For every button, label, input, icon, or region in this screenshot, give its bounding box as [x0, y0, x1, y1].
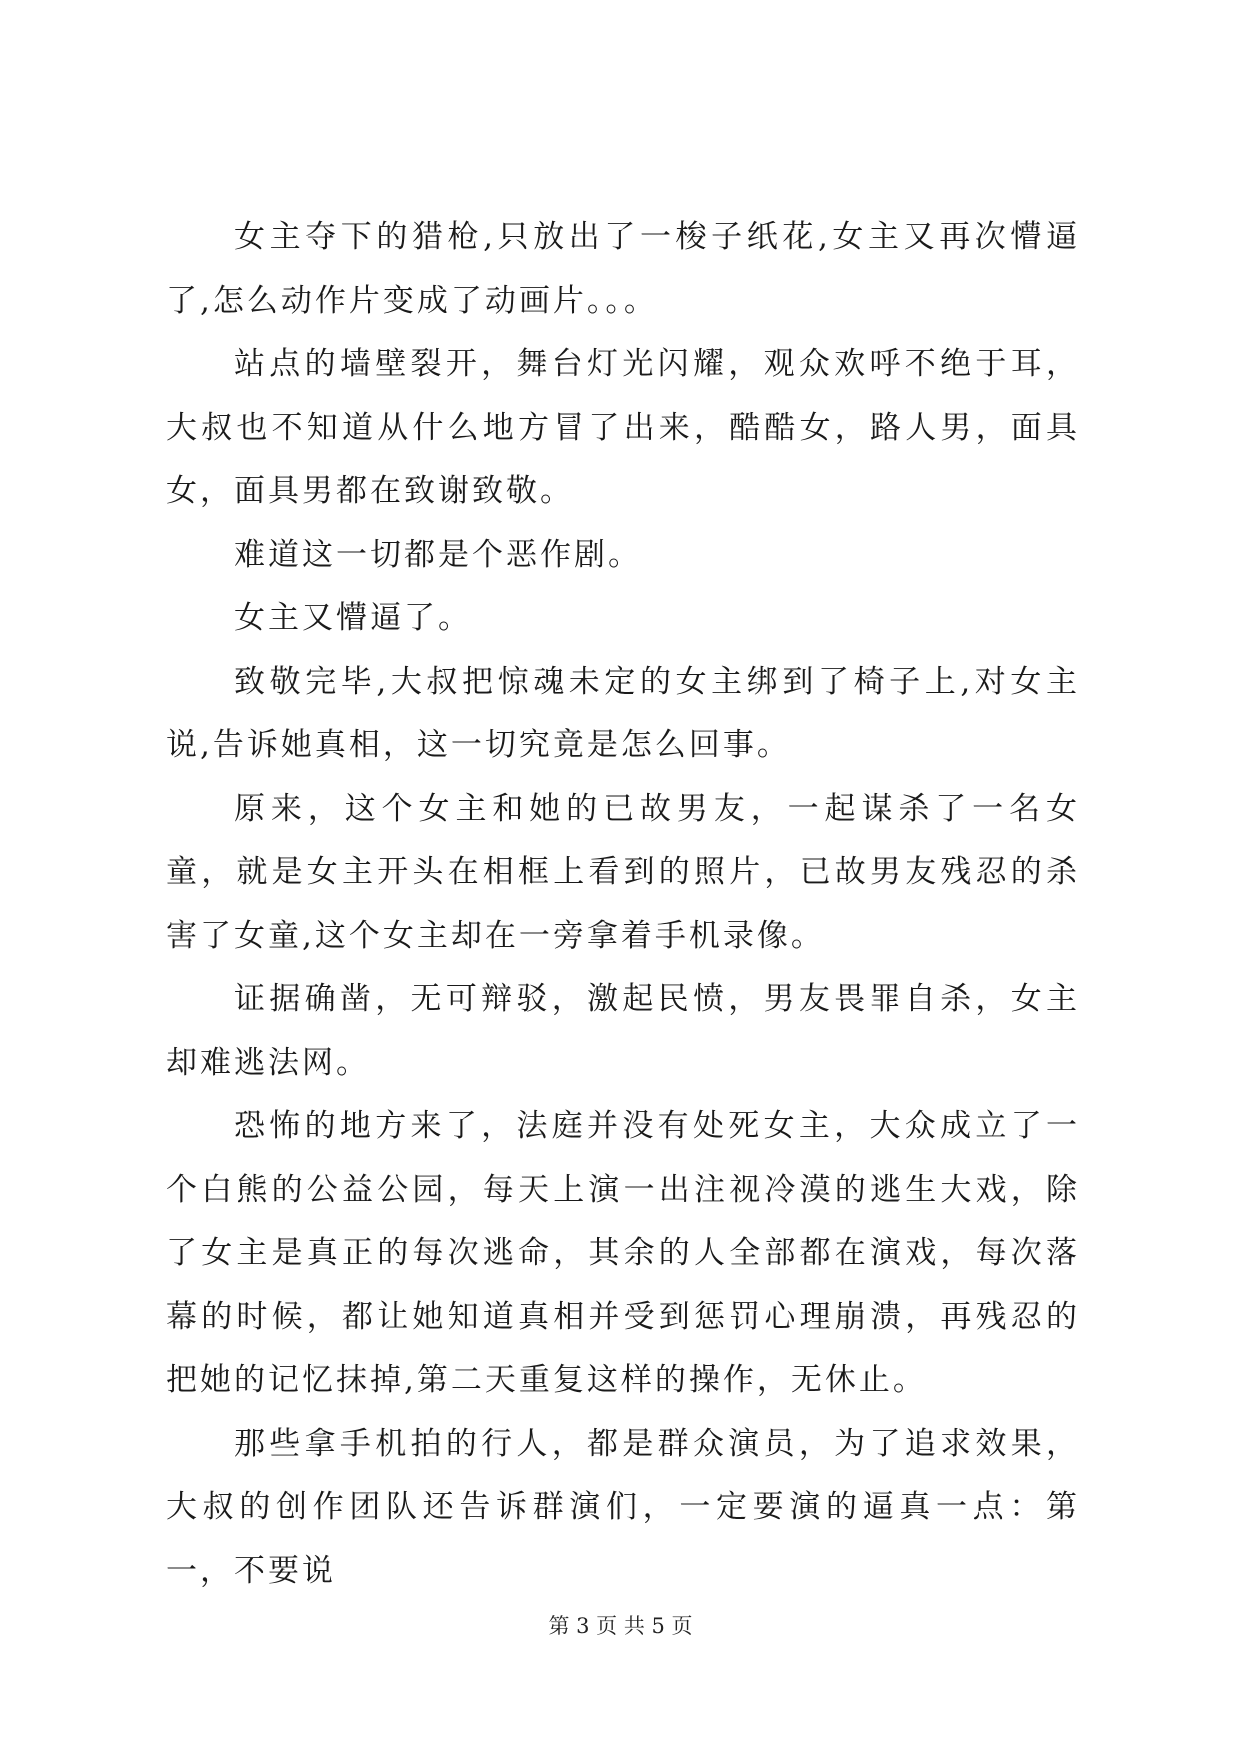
paragraph: 证据确凿，无可辩驳，激起民愤，男友畏罪自杀，女主却难逃法网。: [166, 981, 1080, 1081]
paragraph: 那些拿手机拍的行人，都是群众演员，为了追求效果，大叔的创作团队还告诉群演们，一定要演的逼真一点：第一，不要说: [166, 1425, 1080, 1589]
page-number-footer: 第 3 页 共 5 页: [548, 1614, 693, 1638]
paragraph: 原来，这个女主和她的已故男友，一起谋杀了一名女童，就是女主开头在相框上看到的照片，已故男友残忍的杀害了女童,这个女主却在一旁拿着手机录像。: [166, 790, 1080, 954]
paragraph: 恐怖的地方来了，法庭并没有处死女主，大众成立了一个白熊的公益公园，每天上演一出注视冷漠的逃生大戏，除了女主是真正的每次逃命，其余的人全部都在演戏，每次落幕的时候，都让她知道真相并受到惩罚心理崩溃，再残忍的把她的记忆抹掉,第二天重复这样的操作，无休止。: [166, 1108, 1080, 1398]
paragraph: 致敬完毕,大叔把惊魂未定的女主绑到了椅子上,对女主说,告诉她真相，这一切究竟是怎么回事。: [166, 663, 1080, 763]
paragraph: 站点的墙壁裂开，舞台灯光闪耀，观众欢呼不绝于耳，大叔也不知道从什么地方冒了出来，酷酷女，路人男，面具女，面具男都在致谢致敬。: [166, 346, 1080, 509]
paragraph: 女主又懵逼了。: [234, 600, 472, 636]
paragraph: 女主夺下的猎枪,只放出了一梭子纸花,女主又再次懵逼了,怎么动作片变成了动画片。。。: [166, 219, 1080, 319]
paragraph: 难道这一切都是个恶作剧。: [234, 536, 642, 573]
document-body: [166, 206, 1080, 1603]
